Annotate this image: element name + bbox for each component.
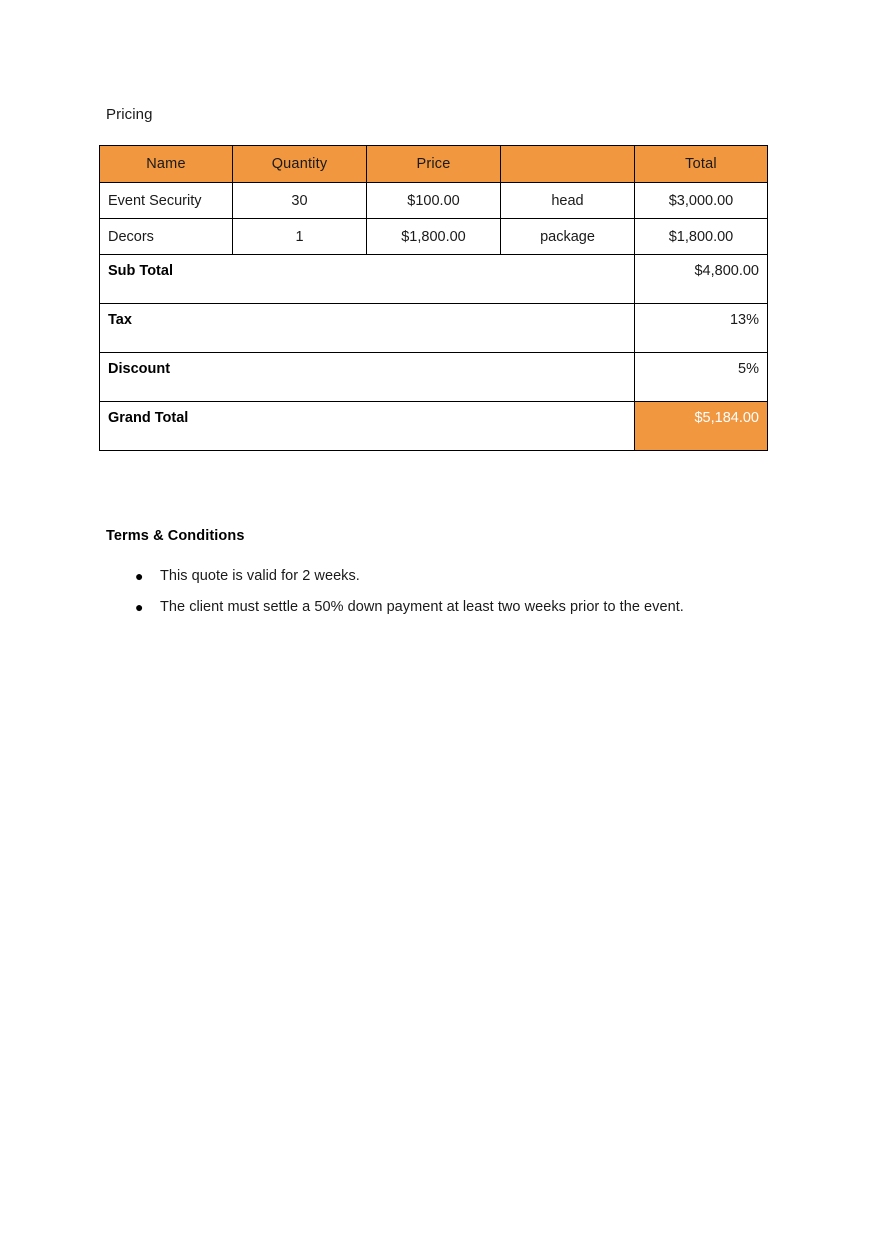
- summary-label-sub-total: Sub Total: [100, 255, 635, 304]
- column-header-name: Name: [100, 146, 233, 183]
- summary-label-discount: Discount: [100, 353, 635, 402]
- pricing-table-body: [100, 183, 768, 451]
- terms-and-conditions-heading: Terms & Conditions: [106, 528, 245, 544]
- list-item-text: This quote is valid for 2 weeks.: [160, 568, 360, 584]
- table-row: [100, 219, 768, 255]
- summary-label-grand-total: Grand Total: [100, 402, 635, 451]
- bullet-icon: ●: [135, 568, 144, 584]
- bullet-icon: ●: [135, 599, 144, 615]
- column-header-price: Price: [367, 146, 501, 183]
- table-row: [100, 183, 768, 219]
- summary-value-discount: 5%: [635, 353, 768, 402]
- column-header-unit: [501, 146, 635, 183]
- cell-item-price: $1,800.00: [367, 219, 501, 255]
- cell-item-quantity: 1: [233, 219, 367, 255]
- pricing-table: [99, 145, 768, 451]
- summary-value-grand-total: $5,184.00: [635, 402, 768, 451]
- cell-item-price: $100.00: [367, 183, 501, 219]
- summary-row-grand-total: [100, 402, 768, 451]
- cell-item-name: Event Security: [100, 183, 233, 219]
- cell-item-unit: head: [501, 183, 635, 219]
- list-item: [135, 567, 835, 586]
- summary-value-tax: 13%: [635, 304, 768, 353]
- summary-row-tax: [100, 304, 768, 353]
- summary-row-sub-total: [100, 255, 768, 304]
- cell-item-quantity: 30: [233, 183, 367, 219]
- cell-item-total: $3,000.00: [635, 183, 768, 219]
- summary-label-tax: Tax: [100, 304, 635, 353]
- list-item-text: The client must settle a 50% down payment at least two weeks prior to the event.: [160, 599, 684, 615]
- cell-item-unit: package: [501, 219, 635, 255]
- summary-value-sub-total: $4,800.00: [635, 255, 768, 304]
- summary-row-discount: [100, 353, 768, 402]
- column-header-total: Total: [635, 146, 768, 183]
- pricing-table-header: [100, 146, 768, 183]
- page-title: Pricing: [106, 106, 153, 123]
- column-header-quantity: Quantity: [233, 146, 367, 183]
- terms-and-conditions-list: [135, 567, 835, 629]
- cell-item-name: Decors: [100, 219, 233, 255]
- cell-item-total: $1,800.00: [635, 219, 768, 255]
- table-header-row: [100, 146, 768, 183]
- list-item: [135, 598, 835, 617]
